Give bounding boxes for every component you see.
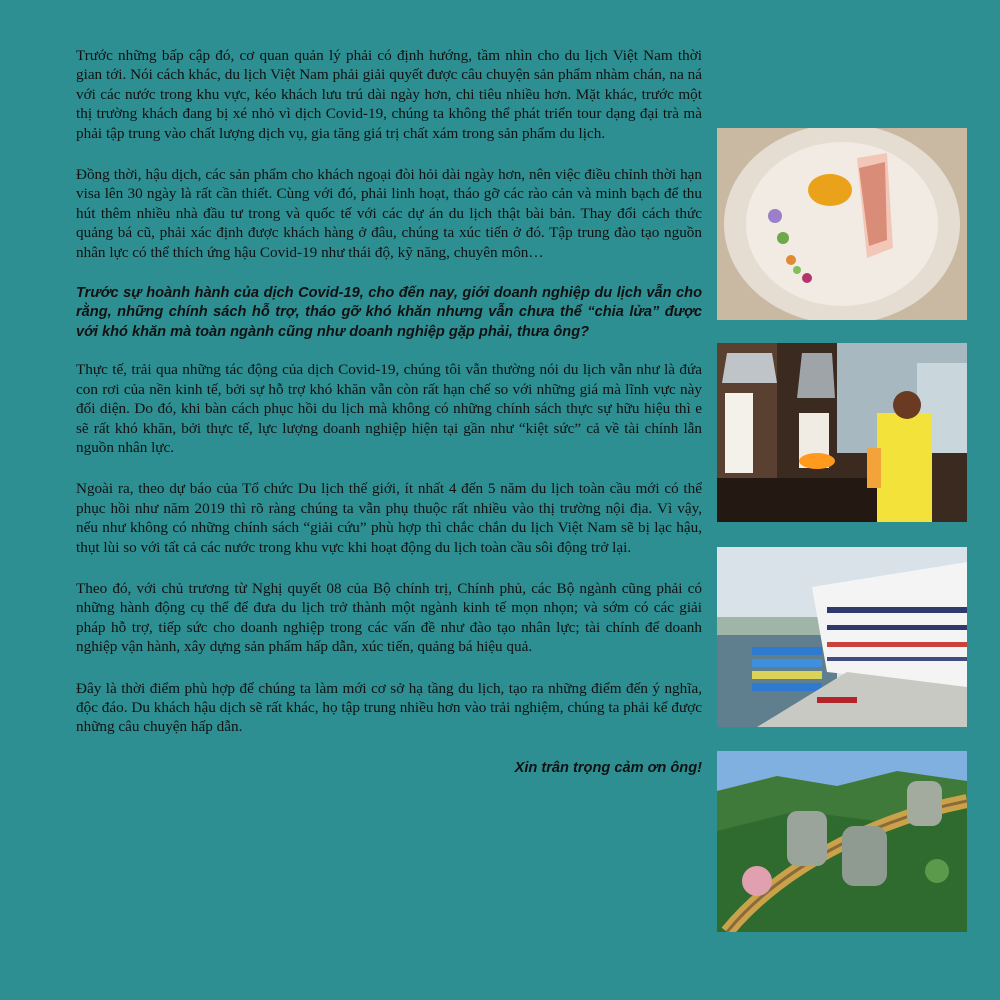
paragraph-4: Ngoài ra, theo dự báo của Tổ chức Du lịch thế giới, ít nhất 4 đến 5 năm du lịch toàn cầu mới có thể phục hồi như năm 2019 thì rõ ràng chúng ta vẫn phụ thuộc rất nhiều vào thị trường nội địa. Vì vậy, nếu như không có những chính sách “giải cứu” phù hợp thì chắc chắn du lịch Việt Nam sẽ bị lạc hậu, thụt lùi so với tất cả các nước trong khu vực khi hoạt động du lịch toàn cầu sôi động trở lại. xyxy=(76,480,702,556)
article-text-column xyxy=(76,46,702,800)
closing-line: Xin trân trọng cảm ơn ông! xyxy=(514,759,702,776)
interview-question: Trước sự hoành hành của dịch Covid-19, cho đến nay, giới doanh nghiệp du lịch vẫn cho rằng, những chính sách hỗ trợ, tháo gỡ khó khăn nhưng vẫn chưa thể “chia lửa” được với khó khăn mà toàn ngành cũng như doanh nghiệp gặp phải, thưa ông? xyxy=(76,285,702,340)
paragraph-6: Đây là thời điểm phù hợp để chúng ta làm mới cơ sở hạ tầng du lịch, tạo ra những điểm đến ý nghĩa, độc đáo. Du khách hậu dịch sẽ rất khác, họ tập trung nhiều hơn vào trải nghiệm, chúng ta phải kể được những câu chuyện hấp dẫn. xyxy=(76,679,702,736)
plated-dish-photo xyxy=(717,128,967,320)
paragraph-3: Thực tế, trải qua những tác động của dịch Covid-19, chúng tôi vẫn thường nói du lịch vẫn như là đứa con rơi của nền kinh tế, bởi sự hỗ trợ khó khăn vẫn còn rất hạn chế so với những giá mà lĩnh vực này đối diện. Do đó, khi bàn cách phục hồi du lịch mà không có những chính sách thực sự hữu hiệu thì e sẽ rất khó khăn, bởi thực tế, lực lượng doanh nghiệp hiện tại gần như “kiệt sức” cả về tài chính lẫn nguồn nhân lực. xyxy=(76,361,702,456)
cruise-ship-port-photo xyxy=(717,547,967,727)
paragraph-1: Trước những bấp cập đó, cơ quan quản lý phải có định hướng, tầm nhìn cho du lịch Việt Nam thời gian tới. Nói cách khác, du lịch Việt Nam phải giải quyết được câu chuyện sản phẩm nhàm chán, na ná với các nước trong khu vực, kéo khách lưu trú dài ngày hơn, chi tiêu nhiều hơn. Mặt khác, trước một thị trường khách đang bị xé nhỏ vì dịch Covid-19, chúng ta không thể phát triển tour dạng đại trà mà phải tập trung vào chất lượng dịch vụ, gia tăng giá trị chất xám trong sản phẩm du lịch. xyxy=(76,47,702,142)
paragraph-2: Đồng thời, hậu dịch, các sản phẩm cho khách ngoại đòi hỏi dài ngày hơn, nên việc điều chỉnh thời hạn visa lên 30 ngày là rất cần thiết. Cùng với đó, phải linh hoạt, tháo gỡ các rào cản và minh bạch để thu hút thêm nhiều nhà đầu tư trong và quốc tế với các dự án du lịch thật bài bản. Thay đổi cách thức quảng bá cũ, phải xác định được khách hàng ở đâu, chúng ta xúc tiến ở đó. Tập trung đào tạo nguồn nhân lực có thể thích ứng hậu Covid-19 như thái độ, kỹ năng, chuyên môn… xyxy=(76,166,702,261)
chef-cooking-buffet-photo xyxy=(717,343,967,522)
paragraph-5: Theo đó, với chủ trương từ Nghị quyết 08 của Bộ chính trị, Chính phủ, các Bộ ngành cũng phải có những hành động cụ thể để đưa du lịch trở thành một ngành kinh tế mọn nhọn; và sớm có các giải pháp hỗ trợ, tiếp sức cho doanh nghiệp trong các vấn đề như đào tạo nhân lực; tài chính để doanh nghiệp vận hành, xây dựng sản phẩm hấp dẫn, xúc tiến, quảng bá hiệu quả. xyxy=(76,579,702,656)
golden-bridge-hands-photo xyxy=(717,751,967,932)
